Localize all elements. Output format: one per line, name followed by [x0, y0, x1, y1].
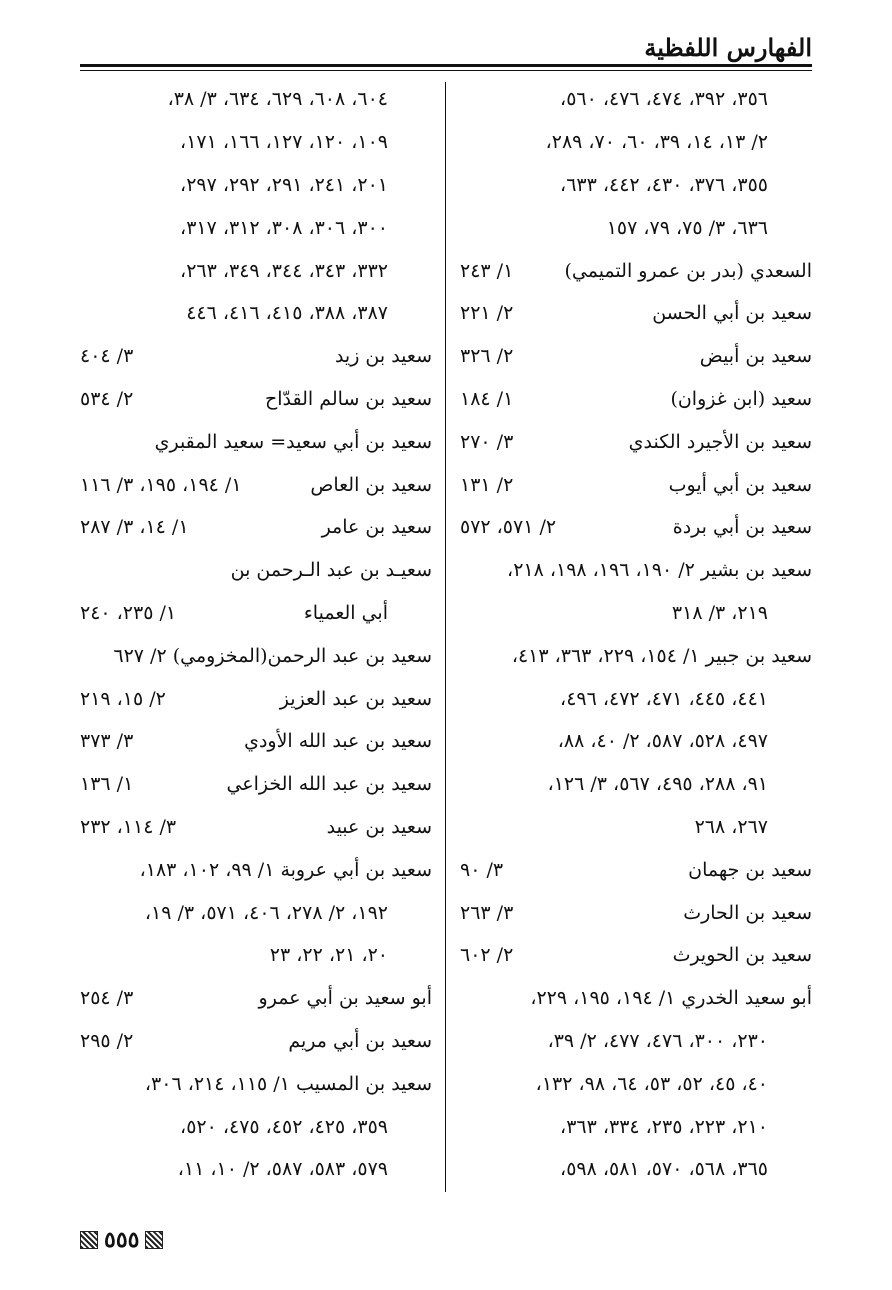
index-continuation-line: ٣٥٩، ٤٢٥، ٤٥٢، ٤٧٥، ٥٢٠،	[180, 1115, 388, 1138]
index-column-right	[460, 78, 812, 1191]
entry-name: سعيد بن جهمان	[688, 858, 812, 881]
entry-references: ١/ ٢٣٥، ٢٤٠	[80, 601, 177, 624]
entry-references: ٣/ ٢٥٤	[80, 987, 134, 1010]
index-entry	[460, 292, 812, 335]
entry-name: سعيد بن الحارث	[683, 901, 812, 924]
entry-references: ١/ ١٨٤	[460, 387, 514, 410]
index-entry	[460, 891, 812, 934]
entry-references: ٣/ ١١٤، ٢٣٢	[80, 815, 177, 838]
entry-references: ٣/ ٩٠	[460, 858, 504, 881]
index-entry	[80, 506, 432, 549]
index-entry	[80, 592, 432, 635]
index-continuation-line: ٤٤١، ٤٤٥، ٤٧١، ٤٧٢، ٤٩٦،	[560, 687, 768, 710]
entry-references: ٢/ ٥٣٤	[80, 387, 134, 410]
index-entry	[80, 977, 432, 1020]
entry-references: ٣/ ٣٧٣	[80, 730, 134, 753]
entry-references: ٢/ ٣٢٦	[460, 345, 514, 368]
index-entry	[460, 249, 812, 292]
index-continuation-line: ٥٧٩، ٥٨٣، ٥٨٧، ٢/ ١٠، ١١،	[177, 1158, 388, 1181]
header-rule-thick	[80, 64, 812, 67]
index-entry-line: سعيد بن المسيب ١/ ١١٥، ٢١٤، ٣٠٦،	[144, 1072, 432, 1095]
index-continuation-line: ٤٠، ٤٥، ٥٢، ٥٣، ٦٤، ٩٨، ١٣٢،	[535, 1072, 768, 1095]
index-continuation-line: ٢١٩، ٣/ ٣١٨	[671, 601, 768, 624]
index-entry-line: سعيد بن أبي سعيد= سعيد المقبري	[154, 430, 432, 453]
entry-references: ١/ ١٩٤، ١٩٥، ٣/ ١١٦	[80, 473, 242, 496]
index-continuation-line: ٣٥٥، ٣٧٦، ٤٣٠، ٤٤٢، ٦٣٣،	[560, 173, 768, 196]
entry-name: سعيد بن أبي الحسن	[652, 302, 812, 325]
index-entry	[80, 463, 432, 506]
index-entry	[460, 335, 812, 378]
index-entry	[460, 378, 812, 421]
index-continuation-line: ٢٣٠، ٣٠٠، ٤٧٦، ٤٧٧، ٢/ ٣٩،	[547, 1029, 768, 1052]
index-entry	[80, 677, 432, 720]
index-continuation-line: ٣٣٢، ٣٤٣، ٣٤٤، ٣٤٩، ٢٦٣،	[180, 259, 388, 282]
index-entry	[460, 420, 812, 463]
index-entry-line: سعيد بن بشير ٢/ ١٩٠، ١٩٦، ١٩٨، ٢١٨،	[507, 559, 812, 582]
index-continuation-line: ٢١٠، ٢٢٣، ٢٣٥، ٣٣٤، ٣٦٣،	[560, 1115, 768, 1138]
index-entry-line: سعيـد بن عبد الـرحمن بن	[230, 559, 432, 582]
index-continuation-line: ١٩٢، ٢/ ٢٧٨، ٤٠٦، ٥٧١، ٣/ ١٩،	[144, 901, 388, 924]
entry-references: ٢/ ٢٩٥	[80, 1029, 134, 1052]
index-entry-line: سعيد بن أبي عروبة ١/ ٩٩، ١٠٢، ١٨٣،	[139, 858, 432, 881]
entry-name: سعيد بن عبد الله الأودي	[244, 730, 432, 753]
entry-name: سعيد بن أبي مريم	[288, 1029, 432, 1052]
entry-name: أبو سعيد بن أبي عمرو	[258, 987, 432, 1010]
entry-name: سعيد بن عبيد	[326, 815, 432, 838]
index-entry	[80, 763, 432, 806]
entry-references: ٢/ ٥٧١، ٥٧٢	[460, 516, 557, 539]
header-rule-thin	[80, 70, 812, 71]
index-continuation-line: ٣٦٥، ٥٦٨، ٥٧٠، ٥٨١، ٥٩٨،	[560, 1158, 768, 1181]
entry-references: ٢/ ١٣١	[460, 473, 514, 496]
entry-references: ٢/ ٢٢١	[460, 302, 514, 325]
index-continuation-line: ٣٠٠، ٣٠٦، ٣٠٨، ٣١٢، ٣١٧،	[180, 216, 388, 239]
index-entry	[80, 378, 432, 421]
entry-name: سعيد بن العاص	[310, 473, 432, 496]
index-continuation-line: ٦٣٦، ٣/ ٧٥، ٧٩، ١٥٧	[606, 216, 768, 239]
entry-name: سعيد (ابن غزوان)	[670, 387, 812, 410]
page-number: ٥٥٥	[104, 1227, 140, 1253]
index-entry-line: سعيد بن جبير ١/ ١٥٤، ٢٢٩، ٣٦٣، ٤١٣،	[511, 644, 812, 667]
entry-references: ٣/ ٢٧٠	[460, 430, 514, 453]
entry-name: سعيد بن سالم القدّاح	[264, 387, 432, 410]
index-entry	[80, 1020, 432, 1063]
entry-references: ٣/ ٤٠٤	[80, 345, 134, 368]
entry-name: سعيد بن أبيض	[699, 345, 812, 368]
index-continuation-line: ٤٩٧، ٥٢٨، ٥٨٧، ٢/ ٤٠، ٨٨،	[557, 730, 768, 753]
entry-name: سعيد بن الأجيرد الكندي	[628, 430, 812, 453]
index-entry	[460, 506, 812, 549]
index-entry	[460, 934, 812, 977]
entry-name: سعيد بن الحويرث	[672, 944, 812, 967]
index-continuation-line: ١٠٩، ١٢٠، ١٢٧، ١٦٦، ١٧١،	[180, 131, 388, 154]
entry-name: سعيد بن أبي أيوب	[668, 473, 812, 496]
entry-name: أبي العمياء	[303, 601, 388, 624]
entry-name: سعيد بن عبد الله الخزاعي	[226, 773, 432, 796]
index-continuation-line: ٦٠٤، ٦٠٨، ٦٢٩، ٦٣٤، ٣/ ٣٨،	[167, 88, 388, 111]
entry-references: ٢/ ٦٠٢	[460, 944, 514, 967]
entry-name: سعيد بن عبد العزيز	[279, 687, 432, 710]
column-divider	[445, 82, 446, 1192]
entry-name: سعيد بن زيد	[334, 345, 432, 368]
entry-references: ١/ ١٣٦	[80, 773, 134, 796]
index-continuation-line: ٢٦٧، ٢٦٨	[694, 815, 768, 838]
index-entry-line: سعيد بن عبد الرحمن(المخزومي) ٢/ ٦٢٧	[113, 644, 432, 667]
index-entry-line: أبو سعيد الخدري ١/ ١٩٤، ١٩٥، ٢٢٩،	[530, 987, 812, 1010]
index-continuation-line: ٣٥٦، ٣٩٢، ٤٧٤، ٤٧٦، ٥٦٠،	[560, 88, 768, 111]
index-continuation-line: ٢٠١، ٢٤١، ٢٩١، ٢٩٢، ٢٩٧،	[180, 173, 388, 196]
index-continuation-line: ٢/ ١٣، ١٤، ٣٩، ٦٠، ٧٠، ٢٨٩،	[545, 131, 768, 154]
page-title: الفهارس اللفظية	[644, 33, 812, 62]
index-entry	[460, 848, 812, 891]
entry-name: سعيد بن أبي بردة	[672, 516, 812, 539]
entry-references: ١/ ١٤، ٣/ ٢٨٧	[80, 516, 189, 539]
index-entry	[80, 806, 432, 849]
index-entry	[460, 463, 812, 506]
page-number-block	[80, 1228, 163, 1252]
entry-references: ١/ ٢٤٣	[460, 259, 514, 282]
index-continuation-line: ٩١، ٢٨٨، ٤٩٥، ٥٦٧، ٣/ ١٢٦،	[547, 773, 768, 796]
index-entry	[80, 720, 432, 763]
ornament-icon	[80, 1231, 98, 1249]
entry-name: السعدي (بدر بن عمرو التميمي)	[564, 259, 812, 282]
index-continuation-line: ٣٨٧، ٣٨٨، ٤١٥، ٤١٦، ٤٤٦	[186, 302, 388, 325]
entry-references: ٣/ ٢٦٣	[460, 901, 514, 924]
ornament-icon	[145, 1231, 163, 1249]
index-entry	[80, 335, 432, 378]
index-column-left	[80, 78, 432, 1191]
entry-references: ٢/ ١٥، ٢١٩	[80, 687, 166, 710]
entry-name: سعيد بن عامر	[321, 516, 432, 539]
index-continuation-line: ٢٠، ٢١، ٢٢، ٢٣	[269, 944, 388, 967]
